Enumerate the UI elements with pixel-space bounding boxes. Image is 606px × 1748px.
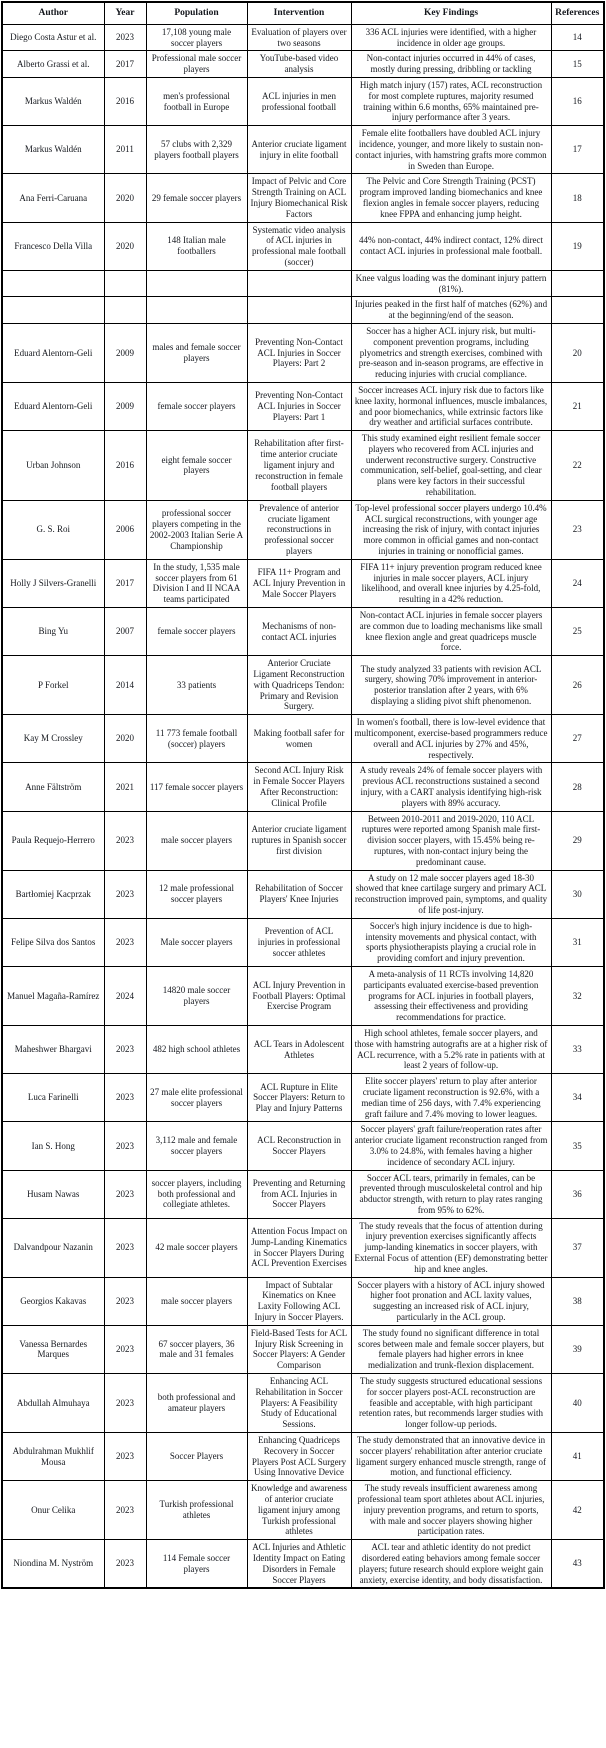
cell-intervention: Attention Focus Impact on Jump-Landing Kinematics in Soccer Players During ACL Prevention Exercises bbox=[247, 1218, 351, 1277]
col-header-references: References bbox=[551, 2, 604, 24]
table-row bbox=[2, 763, 604, 811]
cell-author: Ana Ferri-Caruana bbox=[2, 174, 104, 222]
cell-year: 2021 bbox=[104, 763, 146, 811]
cell-key-findings: The study found no significant difference in total scores between male and female soccer players, but female players had higher errors in knee medialization and trunk-flexion displacement. bbox=[351, 1325, 551, 1373]
cell-reference: 26 bbox=[551, 656, 604, 715]
cell-year: 2023 bbox=[104, 1218, 146, 1277]
cell-reference: 32 bbox=[551, 966, 604, 1025]
cell-author: Kay M Crossley bbox=[2, 715, 104, 763]
cell-population: male soccer players bbox=[146, 1277, 247, 1325]
cell-reference: 21 bbox=[551, 382, 604, 430]
table-row bbox=[2, 1325, 604, 1373]
cell-author: Alberto Grassi et al. bbox=[2, 51, 104, 78]
cell-year bbox=[104, 270, 146, 297]
cell-intervention: Enhancing Quadriceps Recovery in Soccer Players Post ACL Surgery Using Innovative Device bbox=[247, 1433, 351, 1481]
cell-year: 2023 bbox=[104, 1170, 146, 1218]
cell-year: 2017 bbox=[104, 51, 146, 78]
cell-year: 2009 bbox=[104, 323, 146, 382]
cell-year: 2023 bbox=[104, 1374, 146, 1433]
cell-author: Husam Nawas bbox=[2, 1170, 104, 1218]
cell-key-findings: Soccer's high injury incidence is due to high-intensity movements and physical contact, with sports physiotherapists playing a crucial role in providing comfort and injury prevention. bbox=[351, 918, 551, 966]
cell-author: Urban Johnson bbox=[2, 431, 104, 501]
cell-year: 2017 bbox=[104, 559, 146, 607]
cell-year: 2023 bbox=[104, 811, 146, 870]
cell-year: 2023 bbox=[104, 1481, 146, 1540]
cell-reference: 14 bbox=[551, 24, 604, 51]
table-row bbox=[2, 1025, 604, 1073]
cell-population: 67 soccer players, 36 male and 31 females bbox=[146, 1325, 247, 1373]
cell-author bbox=[2, 270, 104, 297]
cell-author: Markus Waldén bbox=[2, 126, 104, 174]
cell-population: Male soccer players bbox=[146, 918, 247, 966]
table-row bbox=[2, 608, 604, 656]
table-row bbox=[2, 270, 604, 297]
cell-reference: 25 bbox=[551, 608, 604, 656]
cell-population bbox=[146, 297, 247, 324]
table-row bbox=[2, 1433, 604, 1481]
cell-reference: 34 bbox=[551, 1074, 604, 1122]
cell-intervention: Knowledge and awareness of anterior cruciate ligament injury among Turkish professional athletes bbox=[247, 1481, 351, 1540]
table-row bbox=[2, 297, 604, 324]
cell-population: Soccer Players bbox=[146, 1433, 247, 1481]
cell-reference: 29 bbox=[551, 811, 604, 870]
cell-population: Turkish professional athletes bbox=[146, 1481, 247, 1540]
cell-author: Luca Farinelli bbox=[2, 1074, 104, 1122]
cell-population: 117 female soccer players bbox=[146, 763, 247, 811]
table-row bbox=[2, 174, 604, 222]
cell-population: Professional male soccer players bbox=[146, 51, 247, 78]
cell-reference: 42 bbox=[551, 1481, 604, 1540]
cell-author: Francesco Della Villa bbox=[2, 222, 104, 270]
cell-intervention: Systematic video analysis of ACL injuries in professional male football (soccer) bbox=[247, 222, 351, 270]
cell-intervention: Evaluation of players over two seasons bbox=[247, 24, 351, 51]
cell-population: male soccer players bbox=[146, 811, 247, 870]
cell-reference: 36 bbox=[551, 1170, 604, 1218]
cell-intervention: Preventing and Returning from ACL Injuries in Soccer Players bbox=[247, 1170, 351, 1218]
cell-year: 2023 bbox=[104, 1074, 146, 1122]
cell-year: 2023 bbox=[104, 1540, 146, 1589]
cell-population: female soccer players bbox=[146, 608, 247, 656]
cell-population: 114 Female soccer players bbox=[146, 1540, 247, 1589]
cell-intervention: Preventing Non-Contact ACL Injuries in Soccer Players: Part 2 bbox=[247, 323, 351, 382]
cell-year: 2023 bbox=[104, 918, 146, 966]
cell-intervention: Impact of Subtalar Kinematics on Knee Laxity Following ACL Injury in Soccer Players. bbox=[247, 1277, 351, 1325]
cell-population: 17,108 young male soccer players bbox=[146, 24, 247, 51]
cell-intervention: ACL Injury Prevention in Football Players: Optimal Exercise Program bbox=[247, 966, 351, 1025]
cell-intervention: YouTube-based video analysis bbox=[247, 51, 351, 78]
acl-studies-table bbox=[1, 1, 605, 1589]
cell-year: 2020 bbox=[104, 222, 146, 270]
cell-key-findings: 44% non-contact, 44% indirect contact, 12% direct contact ACL injuries in professional male football. bbox=[351, 222, 551, 270]
cell-key-findings: A meta-analysis of 11 RCTs involving 14,820 participants evaluated exercise-based prevention programs for ACL injuries in football players, assessing their effectiveness and providing recommendations for practice. bbox=[351, 966, 551, 1025]
table-body bbox=[2, 24, 604, 1588]
cell-key-findings: Between 2010-2011 and 2019-2020, 110 ACL ruptures were reported among Spanish male first-division soccer players, with 15.45% being re-ruptures, with non-contact injury being the predominant cause. bbox=[351, 811, 551, 870]
col-header-population: Population bbox=[146, 2, 247, 24]
table-row bbox=[2, 1074, 604, 1122]
cell-population: 27 male elite professional soccer players bbox=[146, 1074, 247, 1122]
cell-population: 57 clubs with 2,329 players football players bbox=[146, 126, 247, 174]
cell-population: 482 high school athletes bbox=[146, 1025, 247, 1073]
cell-reference: 20 bbox=[551, 323, 604, 382]
cell-author bbox=[2, 297, 104, 324]
cell-author: Holly J Silvers-Granelli bbox=[2, 559, 104, 607]
cell-author: Georgios Kakavas bbox=[2, 1277, 104, 1325]
cell-key-findings: The Pelvic and Core Strength Training (PCST) program improved landing biomechanics and knee flexion angles in female soccer players, reducing knee FPPA and enhancing jump height. bbox=[351, 174, 551, 222]
cell-year: 2023 bbox=[104, 1277, 146, 1325]
table-row bbox=[2, 811, 604, 870]
cell-key-findings: In women's football, there is low-level evidence that multicomponent, exercise-based programmers reduce overall and ACL injuries by 27% and 45%, respectively. bbox=[351, 715, 551, 763]
table-row bbox=[2, 382, 604, 430]
cell-year: 2020 bbox=[104, 715, 146, 763]
cell-author: Felipe Silva dos Santos bbox=[2, 918, 104, 966]
header-row bbox=[2, 2, 604, 24]
table-row bbox=[2, 1540, 604, 1589]
cell-intervention: ACL Reconstruction in Soccer Players bbox=[247, 1122, 351, 1170]
cell-key-findings: Injuries peaked in the first half of matches (62%) and at the beginning/end of the season. bbox=[351, 297, 551, 324]
cell-key-findings: Non-contact injuries occurred in 44% of cases, mostly during pressing, dribbling or tackling bbox=[351, 51, 551, 78]
cell-key-findings: Soccer players with a history of ACL injury showed higher foot pronation and ACL laxity values, suggesting an increased risk of ACL injury, particularly in the ACL group. bbox=[351, 1277, 551, 1325]
cell-population: 3,112 male and female soccer players bbox=[146, 1122, 247, 1170]
cell-reference bbox=[551, 270, 604, 297]
table-row bbox=[2, 966, 604, 1025]
table-row bbox=[2, 323, 604, 382]
cell-author: Bartłomiej Kacprzak bbox=[2, 870, 104, 918]
cell-reference: 33 bbox=[551, 1025, 604, 1073]
table-row bbox=[2, 1277, 604, 1325]
cell-key-findings: Female elite footballers have doubled ACL injury incidence, younger, and more likely to sustain non-contact injuries, with hamstring grafts more common in Sweden than Europe. bbox=[351, 126, 551, 174]
cell-year: 2023 bbox=[104, 1325, 146, 1373]
cell-year: 2023 bbox=[104, 870, 146, 918]
table-row bbox=[2, 656, 604, 715]
cell-key-findings: Top-level professional soccer players undergo 10.4% ACL surgical reconstructions, with younger age increasing the risk of injury, with contact injuries more common in official games and non-contact injuries in training or nonofficial games. bbox=[351, 500, 551, 559]
cell-author: Abdulrahman Mukhlif Mousa bbox=[2, 1433, 104, 1481]
cell-year: 2016 bbox=[104, 431, 146, 501]
cell-population: In the study, 1,535 male soccer players from 61 Division I and II NCAA teams participated bbox=[146, 559, 247, 607]
cell-year bbox=[104, 297, 146, 324]
cell-reference: 19 bbox=[551, 222, 604, 270]
cell-reference: 43 bbox=[551, 1540, 604, 1589]
cell-reference: 41 bbox=[551, 1433, 604, 1481]
table-row bbox=[2, 1218, 604, 1277]
cell-key-findings: A study on 12 male soccer players aged 18-30 showed that knee cartilage surgery and primary ACL reconstruction improved pain, symptoms, and quality of life post-injury. bbox=[351, 870, 551, 918]
cell-author: Abdullah Almuhaya bbox=[2, 1374, 104, 1433]
cell-author: Diego Costa Astur et al. bbox=[2, 24, 104, 51]
cell-year: 2009 bbox=[104, 382, 146, 430]
cell-key-findings: The study suggests structured educational sessions for soccer players post-ACL reconstruction are feasible and acceptable, with high participant retention rates, but recommends larger studies with longer follow-up periods. bbox=[351, 1374, 551, 1433]
col-header-year: Year bbox=[104, 2, 146, 24]
cell-population: professional soccer players competing in the 2002-2003 Italian Serie A Championship bbox=[146, 500, 247, 559]
cell-year: 2007 bbox=[104, 608, 146, 656]
cell-author: Bing Yu bbox=[2, 608, 104, 656]
cell-author: Manuel Magaña-Ramírez bbox=[2, 966, 104, 1025]
cell-key-findings: Soccer has a higher ACL injury risk, but multi-component prevention programs, including plyometrics and strength exercises, combined with pre-season and in-season programs, are effective in reducing injuries with crucial compliance. bbox=[351, 323, 551, 382]
table-row bbox=[2, 1170, 604, 1218]
cell-author: P Forkel bbox=[2, 656, 104, 715]
cell-intervention: Rehabilitation of Soccer Players' Knee Injuries bbox=[247, 870, 351, 918]
cell-key-findings: FIFA 11+ injury prevention program reduced knee injuries in male soccer players, ACL injury likelihood, and overall knee injuries by 4.25-fold, resulting in a 42% reduction. bbox=[351, 559, 551, 607]
cell-reference: 40 bbox=[551, 1374, 604, 1433]
cell-intervention: Preventing Non-Contact ACL Injuries in Soccer Players: Part 1 bbox=[247, 382, 351, 430]
cell-author: Eduard Alentorn-Geli bbox=[2, 382, 104, 430]
cell-intervention: Making football safer for women bbox=[247, 715, 351, 763]
cell-intervention: Anterior Cruciate Ligament Reconstruction with Quadriceps Tendon: Primary and Revision Surgery. bbox=[247, 656, 351, 715]
cell-key-findings: This study examined eight resilient female soccer players who recovered from ACL injuries and underwent reconstructive surgery. Constructive communication, self-belief, goal-setting, and clear plans were key factors in their successful rehabilitation. bbox=[351, 431, 551, 501]
cell-intervention: Second ACL Injury Risk in Female Soccer Players After Reconstruction: Clinical Profile bbox=[247, 763, 351, 811]
cell-reference: 27 bbox=[551, 715, 604, 763]
cell-population: both professional and amateur players bbox=[146, 1374, 247, 1433]
cell-population: soccer players, including both professional and collegiate athletes. bbox=[146, 1170, 247, 1218]
cell-key-findings: A study reveals 24% of female soccer players with previous ACL reconstructions sustained a second injury, with a CART analysis identifying high-risk players with 89% accuracy. bbox=[351, 763, 551, 811]
cell-reference: 28 bbox=[551, 763, 604, 811]
cell-key-findings: Non-contact ACL injuries in female soccer players are common due to loading mechanisms like small knee flexion angle and great quadriceps muscle force. bbox=[351, 608, 551, 656]
cell-population: men's professional football in Europe bbox=[146, 77, 247, 125]
cell-reference: 35 bbox=[551, 1122, 604, 1170]
cell-intervention: Enhancing ACL Rehabilitation in Soccer Players: A Feasibility Study of Educational Sessions. bbox=[247, 1374, 351, 1433]
cell-intervention: ACL Tears in Adolescent Athletes bbox=[247, 1025, 351, 1073]
cell-intervention: FIFA 11+ Program and ACL Injury Prevention in Male Soccer Players bbox=[247, 559, 351, 607]
cell-key-findings: Knee valgus loading was the dominant injury pattern (81%). bbox=[351, 270, 551, 297]
cell-key-findings: Soccer players' graft failure/reoperation rates after anterior cruciate ligament reconstruction ranged from 3.0% to 24.8%, with females having a higher incidence of secondary ACL injury. bbox=[351, 1122, 551, 1170]
table-row bbox=[2, 1122, 604, 1170]
cell-year: 2006 bbox=[104, 500, 146, 559]
table-row bbox=[2, 1481, 604, 1540]
cell-population: eight female soccer players bbox=[146, 431, 247, 501]
cell-population: males and female soccer players bbox=[146, 323, 247, 382]
cell-intervention: Rehabilitation after first-time anterior cruciate ligament injury and reconstruction in female football players bbox=[247, 431, 351, 501]
table-row bbox=[2, 222, 604, 270]
cell-intervention: ACL injuries in men professional football bbox=[247, 77, 351, 125]
cell-intervention: ACL Injuries and Athletic Identity Impact on Eating Disorders in Female Soccer Players bbox=[247, 1540, 351, 1589]
cell-intervention: Mechanisms of non-contact ACL injuries bbox=[247, 608, 351, 656]
cell-intervention: ACL Rupture in Elite Soccer Players: Return to Play and Injury Patterns bbox=[247, 1074, 351, 1122]
cell-reference: 22 bbox=[551, 431, 604, 501]
cell-year: 2023 bbox=[104, 1122, 146, 1170]
cell-key-findings: Elite soccer players' return to play after anterior cruciate ligament reconstruction is 92.6%, with a median time of 256 days, with 7.4% experiencing graft failure and 7.4% moving to lower leagues. bbox=[351, 1074, 551, 1122]
cell-reference bbox=[551, 297, 604, 324]
table-row bbox=[2, 500, 604, 559]
cell-intervention: Prevalence of anterior cruciate ligament reconstructions in professional soccer players bbox=[247, 500, 351, 559]
cell-year: 2011 bbox=[104, 126, 146, 174]
cell-key-findings: Soccer ACL tears, primarily in females, can be prevented through musculoskeletal control and hip abductor strength, with return to play rates ranging from 95% to 62%. bbox=[351, 1170, 551, 1218]
cell-author: Onur Celika bbox=[2, 1481, 104, 1540]
table-row bbox=[2, 918, 604, 966]
cell-reference: 37 bbox=[551, 1218, 604, 1277]
cell-reference: 38 bbox=[551, 1277, 604, 1325]
cell-key-findings: The study demonstrated that an innovative device in soccer players' rehabilitation after anterior cruciate ligament surgery enhanced muscle strength, range of motion, and functional efficiency. bbox=[351, 1433, 551, 1481]
cell-population: 42 male soccer players bbox=[146, 1218, 247, 1277]
table-row bbox=[2, 126, 604, 174]
cell-population: 33 patients bbox=[146, 656, 247, 715]
cell-reference: 16 bbox=[551, 77, 604, 125]
cell-population: 29 female soccer players bbox=[146, 174, 247, 222]
cell-author: Maheshwer Bhargavi bbox=[2, 1025, 104, 1073]
cell-key-findings: The study reveals that the focus of attention during injury prevention exercises significantly affects jump-landing kinematics in soccer players, with External Focus of attention (EF) demonstrating better hip and knee angles. bbox=[351, 1218, 551, 1277]
cell-reference: 24 bbox=[551, 559, 604, 607]
cell-intervention: Prevention of ACL injuries in professional soccer athletes bbox=[247, 918, 351, 966]
col-header-author: Author bbox=[2, 2, 104, 24]
cell-key-findings: 336 ACL injuries were identified, with a higher incidence in older age groups. bbox=[351, 24, 551, 51]
cell-reference: 23 bbox=[551, 500, 604, 559]
cell-intervention: Anterior cruciate ligament ruptures in Spanish soccer first division bbox=[247, 811, 351, 870]
cell-population: 12 male professional soccer players bbox=[146, 870, 247, 918]
cell-author: Niondina M. Nyström bbox=[2, 1540, 104, 1589]
cell-population: 11 773 female football (soccer) players bbox=[146, 715, 247, 763]
cell-year: 2016 bbox=[104, 77, 146, 125]
cell-population: 14820 male soccer players bbox=[146, 966, 247, 1025]
cell-key-findings: The study reveals insufficient awareness among professional team sport athletes about ACL injuries, injury prevention programs, and return to sports, with male and soccer players showing higher participation rates. bbox=[351, 1481, 551, 1540]
cell-intervention bbox=[247, 297, 351, 324]
cell-year: 2024 bbox=[104, 966, 146, 1025]
table-row bbox=[2, 1374, 604, 1433]
col-header-intervention: Intervention bbox=[247, 2, 351, 24]
cell-key-findings: The study analyzed 33 patients with revision ACL surgery, showing 70% improvement in anterior-posterior translation after 2 years, with 6% displaying a sliding pivot shift phenomenon. bbox=[351, 656, 551, 715]
cell-intervention: Field-Based Tests for ACL Injury Risk Screening in Soccer Players: A Gender Comparison bbox=[247, 1325, 351, 1373]
col-header-key-findings: Key Findings bbox=[351, 2, 551, 24]
table-row bbox=[2, 870, 604, 918]
cell-year: 2023 bbox=[104, 1025, 146, 1073]
cell-intervention: Anterior cruciate ligament injury in elite football bbox=[247, 126, 351, 174]
cell-reference: 15 bbox=[551, 51, 604, 78]
cell-author: Markus Waldén bbox=[2, 77, 104, 125]
cell-author: Vanessa Bernardes Marques bbox=[2, 1325, 104, 1373]
cell-author: Eduard Alentorn-Geli bbox=[2, 323, 104, 382]
cell-year: 2020 bbox=[104, 174, 146, 222]
table-row bbox=[2, 24, 604, 51]
cell-key-findings: ACL tear and athletic identity do not predict disordered eating behaviors among female soccer players; future research should explore weight gain anxiety, exercise identity, and body dissatisfaction. bbox=[351, 1540, 551, 1589]
table-row bbox=[2, 559, 604, 607]
cell-reference: 31 bbox=[551, 918, 604, 966]
table-row bbox=[2, 77, 604, 125]
table-row bbox=[2, 51, 604, 78]
cell-key-findings: Soccer increases ACL injury risk due to factors like knee laxity, hormonal influences, muscle imbalances, and poor biomechanics, while extrinsic factors like dry weather and artificial surfaces contribute. bbox=[351, 382, 551, 430]
table-row bbox=[2, 715, 604, 763]
cell-key-findings: High school athletes, female soccer players, and those with hamstring autografts are at a higher risk of ACL recurrence, with a 5.2% rate in patients with at least 2 years of follow-up. bbox=[351, 1025, 551, 1073]
cell-year: 2014 bbox=[104, 656, 146, 715]
cell-author: Paula Requejo-Herrero bbox=[2, 811, 104, 870]
cell-year: 2023 bbox=[104, 24, 146, 51]
cell-author: G. S. Roi bbox=[2, 500, 104, 559]
cell-population bbox=[146, 270, 247, 297]
cell-reference: 17 bbox=[551, 126, 604, 174]
cell-population: 148 Italian male footballers bbox=[146, 222, 247, 270]
cell-intervention bbox=[247, 270, 351, 297]
cell-reference: 39 bbox=[551, 1325, 604, 1373]
cell-year: 2023 bbox=[104, 1433, 146, 1481]
cell-author: Dalvandpour Nazanin bbox=[2, 1218, 104, 1277]
cell-population: female soccer players bbox=[146, 382, 247, 430]
cell-intervention: Impact of Pelvic and Core Strength Training on ACL Injury Biomechanical Risk Factors bbox=[247, 174, 351, 222]
table-row bbox=[2, 431, 604, 501]
cell-reference: 18 bbox=[551, 174, 604, 222]
cell-author: Anne Fältström bbox=[2, 763, 104, 811]
cell-key-findings: High match injury (157) rates, ACL reconstruction for most complete ruptures, majority resumed training within 6.6 months, 65% maintained pre-injury performance after 3 years. bbox=[351, 77, 551, 125]
cell-reference: 30 bbox=[551, 870, 604, 918]
cell-author: Ian S. Hong bbox=[2, 1122, 104, 1170]
